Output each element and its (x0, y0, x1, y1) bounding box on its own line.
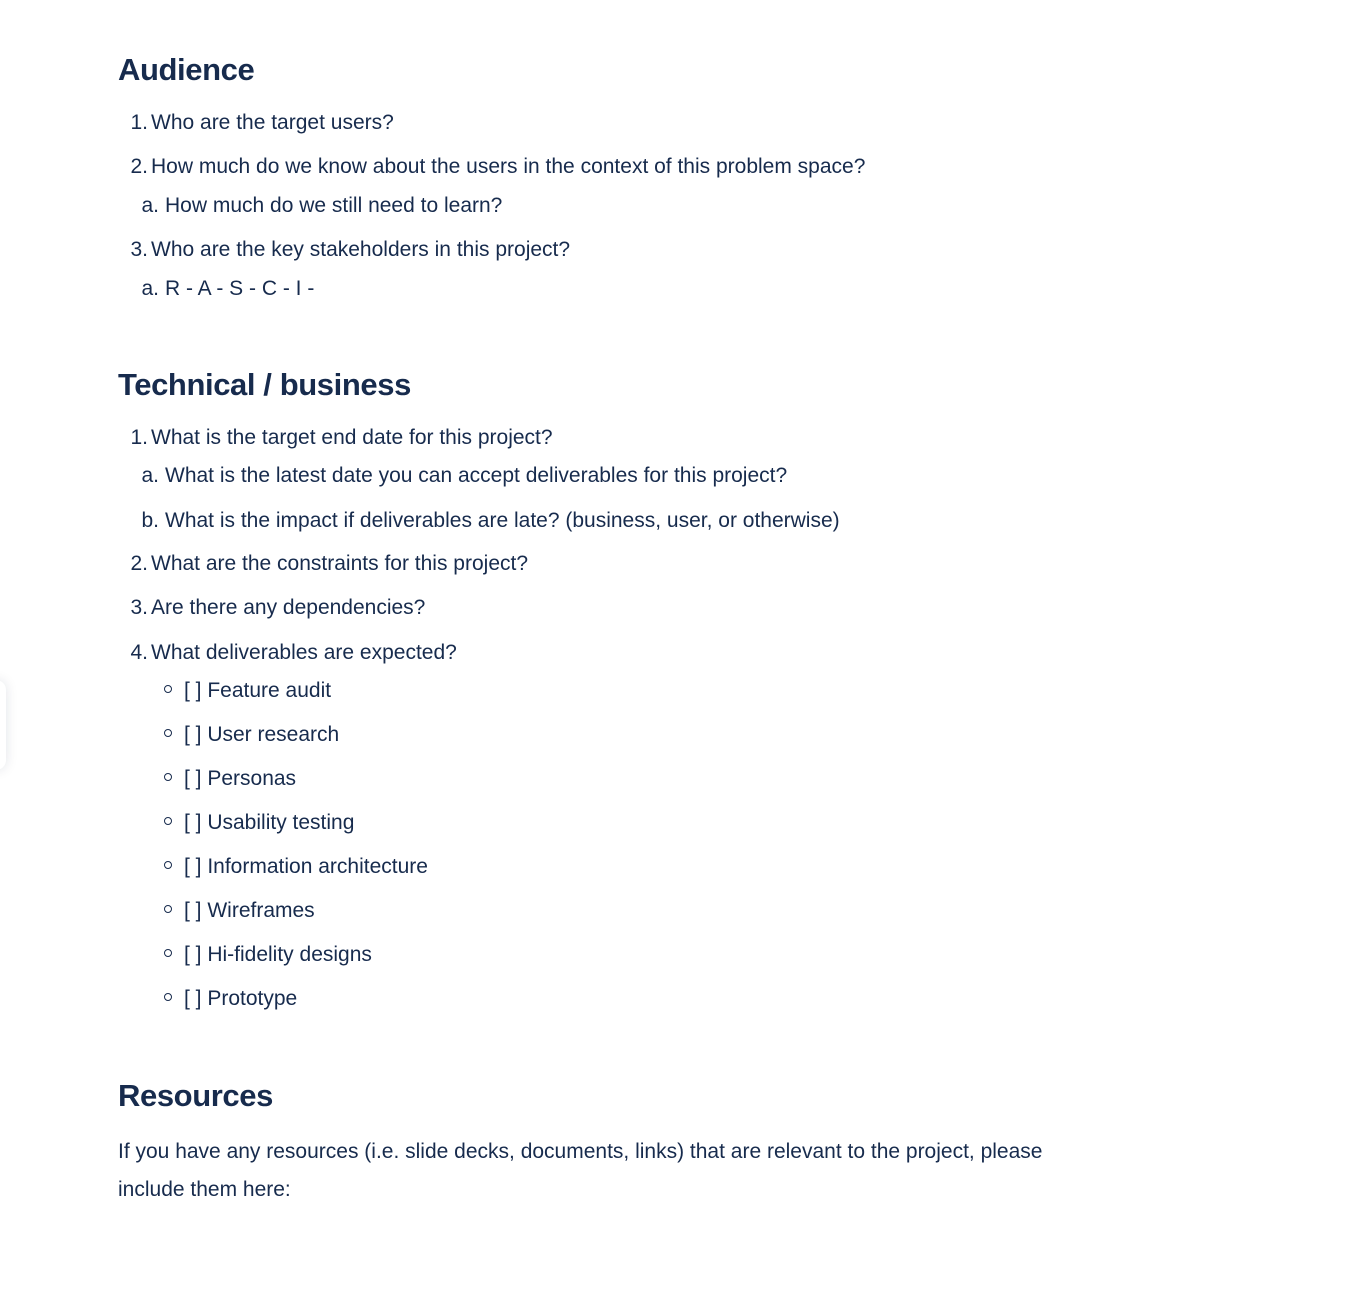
deliverable-text: [ ] Prototype (184, 987, 298, 1010)
bullet-icon (164, 949, 172, 957)
list-marker: 3. (130, 238, 148, 261)
deliverable-item (118, 941, 372, 969)
list-subitem (134, 192, 502, 220)
list-item-text: What deliverables are expected? (151, 641, 457, 664)
list-item-text: Who are the key stakeholders in this project? (151, 238, 571, 261)
list-item-text: How much do we still need to learn? (165, 194, 503, 217)
resources-paragraph: If you have any resources (i.e. slide decks, documents, links) that are relevant to the project, please include them here: (118, 1140, 1043, 1201)
list-item-text: R - A - S - C - I - (165, 277, 315, 300)
deliverable-item (118, 677, 331, 705)
list-marker: a. (141, 194, 159, 217)
list-marker: a. (141, 464, 159, 487)
deliverable-text: [ ] Usability testing (184, 811, 355, 834)
list-item (118, 639, 457, 667)
list-item (118, 109, 394, 137)
list-item (118, 550, 528, 578)
bullet-icon (164, 729, 172, 737)
list-item-text: How much do we know about the users in the context of this problem space? (151, 155, 866, 178)
resources-heading: Resources (118, 1078, 273, 1113)
list-marker: b. (141, 509, 159, 532)
deliverable-text: [ ] Hi-fidelity designs (184, 943, 372, 966)
deliverable-text: [ ] Personas (184, 767, 297, 790)
audience-heading: Audience (118, 52, 255, 87)
bullet-icon (164, 861, 172, 869)
list-subitem (134, 462, 787, 490)
deliverable-item (118, 809, 354, 837)
deliverable-text: [ ] Feature audit (184, 679, 332, 702)
list-marker: 4. (130, 641, 148, 664)
bullet-icon (164, 993, 172, 1001)
list-item-text: What is the latest date you can accept deliverables for this project? (165, 464, 788, 487)
deliverable-item (118, 985, 297, 1013)
list-item-text: What is the target end date for this project? (151, 426, 553, 449)
list-marker: 3. (130, 596, 148, 619)
list-item (118, 153, 865, 181)
list-item (118, 424, 553, 452)
list-item-text: What are the constraints for this project? (151, 552, 529, 575)
bullet-icon (164, 817, 172, 825)
bullet-icon (164, 773, 172, 781)
list-subitem (134, 507, 840, 535)
list-item (118, 236, 570, 264)
deliverable-item (118, 721, 339, 749)
deliverable-text: [ ] Information architecture (184, 855, 428, 878)
deliverable-text: [ ] User research (184, 723, 340, 746)
list-item-text: Who are the target users? (151, 111, 394, 134)
list-item-text: Are there any dependencies? (151, 596, 426, 619)
list-subitem (134, 275, 314, 303)
deliverable-item (118, 853, 428, 881)
list-marker: 1. (130, 111, 148, 134)
bullet-icon (164, 685, 172, 693)
list-item (118, 594, 425, 622)
side-panel-edge (0, 680, 6, 770)
deliverable-item (118, 897, 315, 925)
deliverable-item (118, 765, 296, 793)
list-item-text: What is the impact if deliverables are late? (business, user, or otherwise) (165, 509, 840, 532)
list-marker: a. (141, 277, 159, 300)
technical-heading: Technical / business (118, 367, 411, 402)
deliverable-text: [ ] Wireframes (184, 899, 315, 922)
list-marker: 1. (130, 426, 148, 449)
list-marker: 2. (130, 155, 148, 178)
bullet-icon (164, 905, 172, 913)
list-marker: 2. (130, 552, 148, 575)
